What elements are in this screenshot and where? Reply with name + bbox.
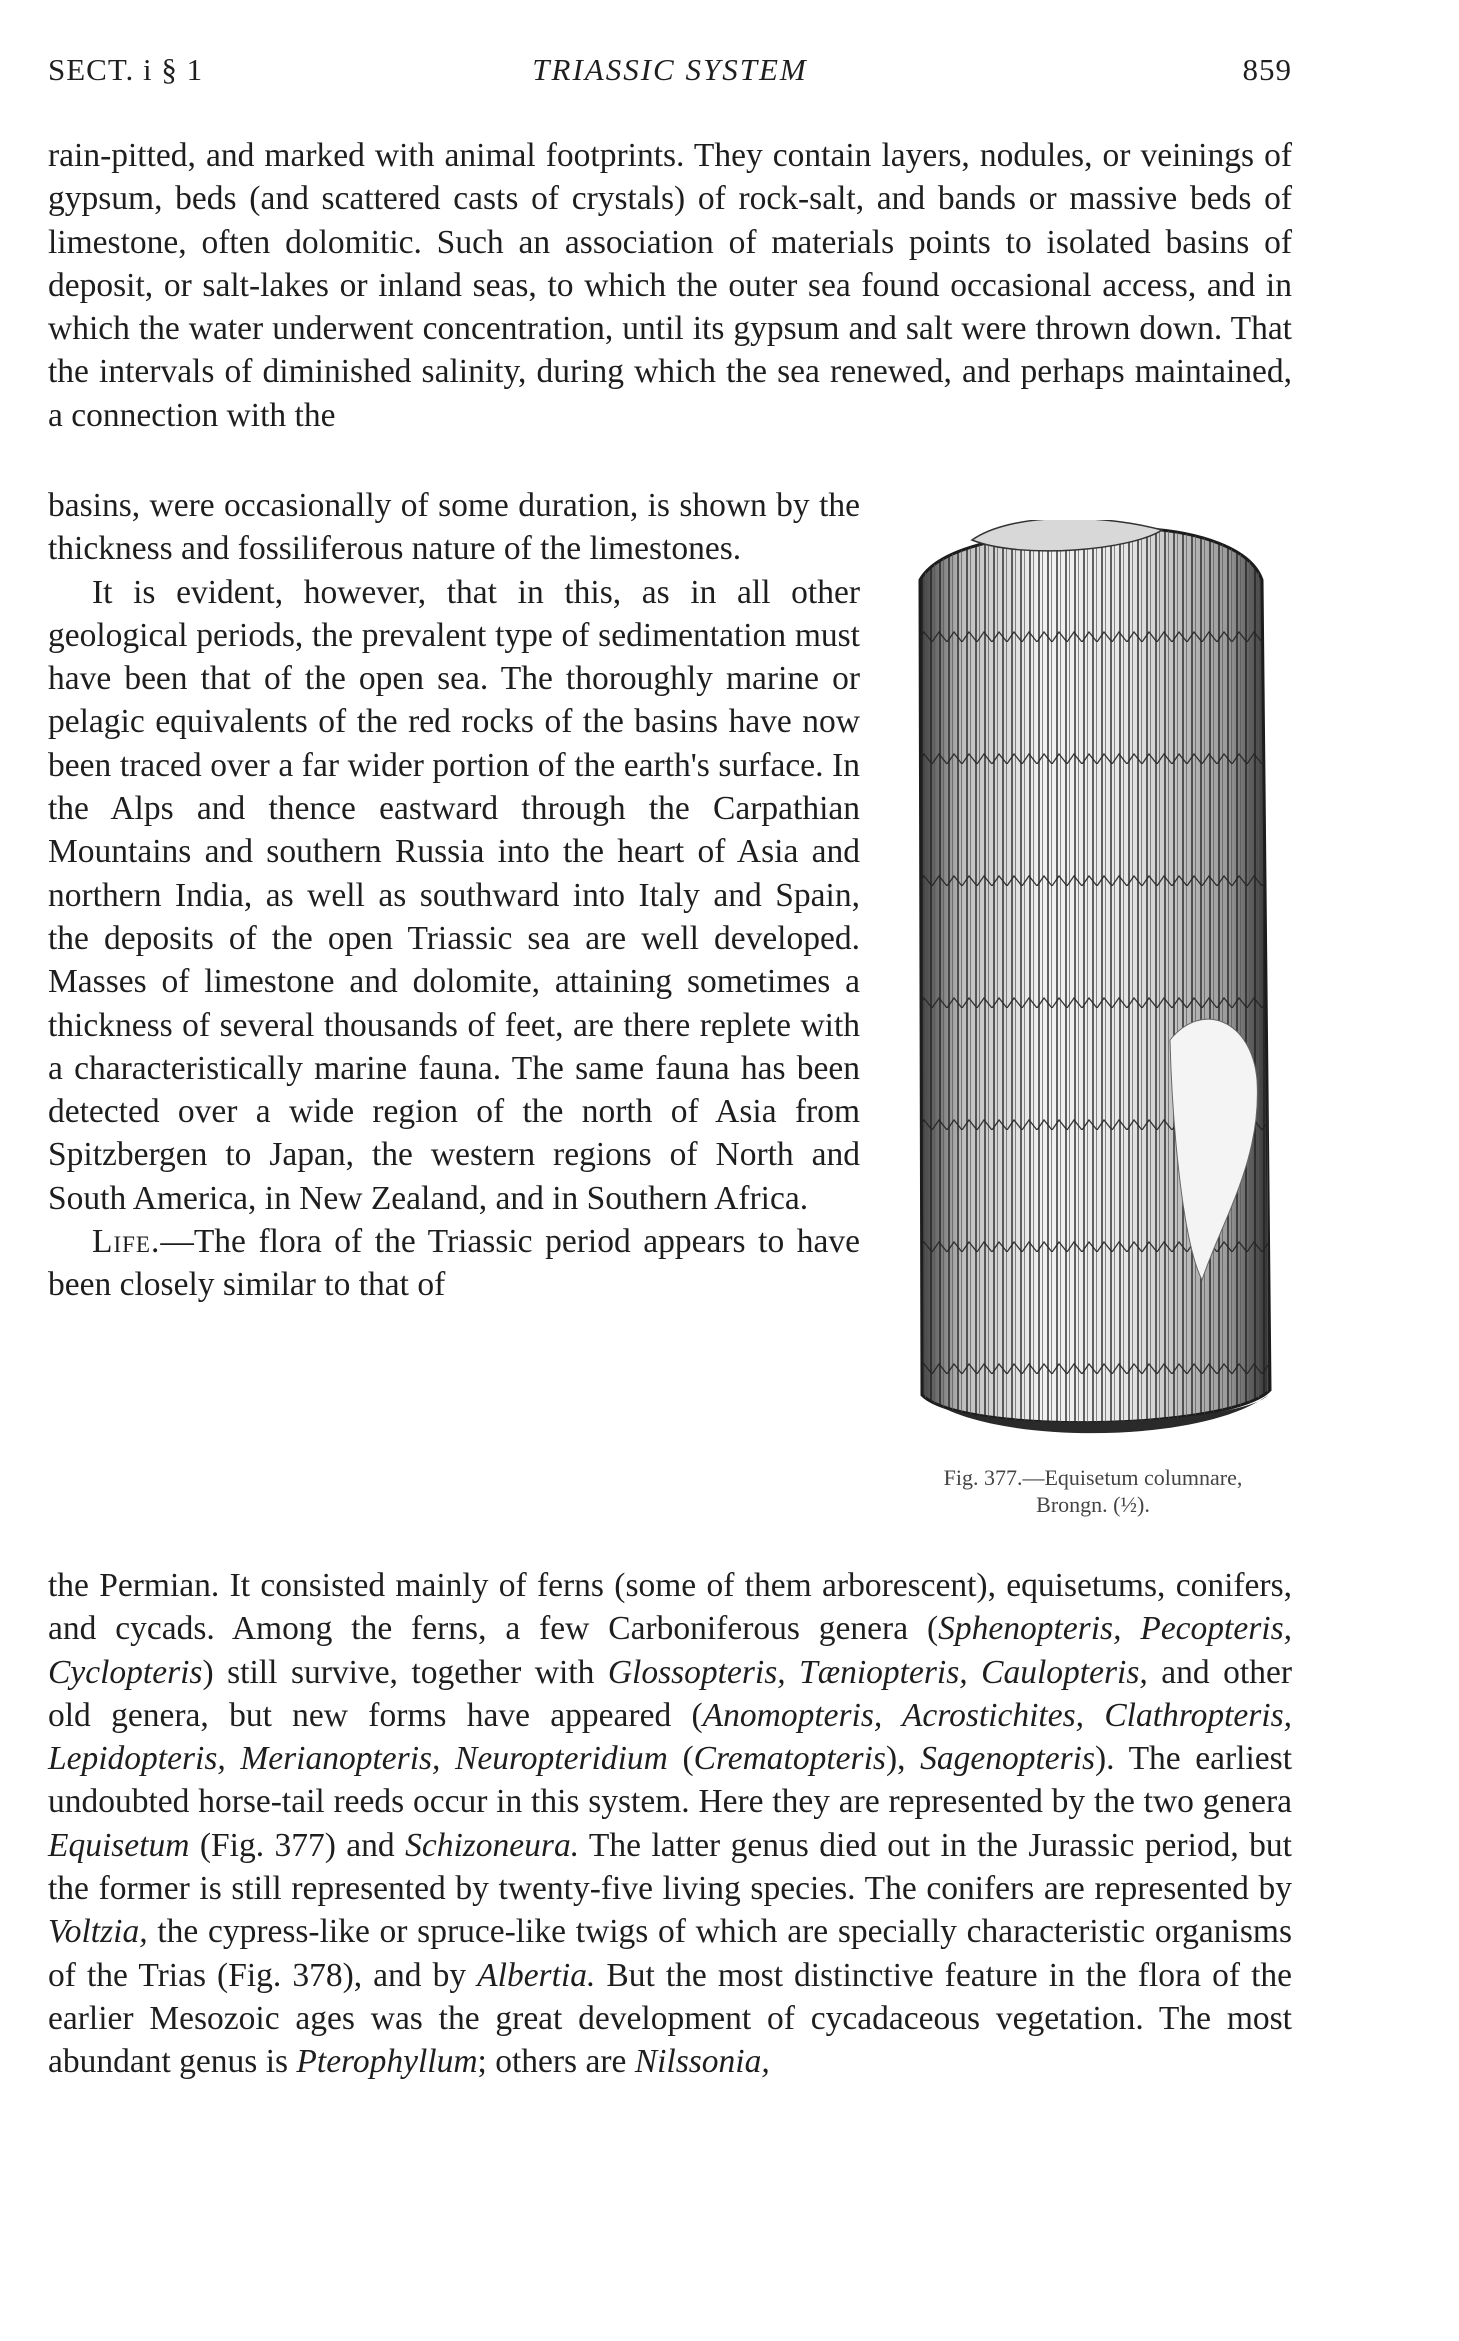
stem-drawing <box>920 520 1270 1433</box>
genus-names: Sagenopteris <box>920 1740 1096 1778</box>
chapter-title: TRIASSIC SYSTEM <box>532 52 808 87</box>
paragraph-intro-text: rain-pitted, and marked with animal footprints. They contain layers, nodules, or veinings of gypsum, beds (and scattered casts of crystals) of rock-salt, and bands or massive beds of limestone, often dolomitic. Such an association of materials points to isolated basins of deposit, or salt-lakes or inland seas, to which the outer sea found occasional access, and in which the water underwent concentration, until its gypsum and salt were thrown down. That the intervals of diminished salinity, during which the sea renewed, and perhaps maintained, a connection with the <box>48 137 1292 434</box>
text-run: the Permian. It consisted mainly of ferns (some of them arborescent), equisetums, conifers, and cycads. Among the ferns, a few Carboniferous genera ( <box>48 1567 1292 1648</box>
narrow-column <box>48 484 860 1307</box>
genus-names: Equisetum <box>48 1826 190 1864</box>
genus-names: Sphenopteris, Pecopteris, Cyclopteris <box>48 1610 1292 1691</box>
paragraph-intro <box>48 134 1292 437</box>
section-label: SECT. i § 1 <box>48 52 204 87</box>
page-number: 859 <box>1242 52 1292 87</box>
text-run: ) still survive, together with <box>202 1653 608 1691</box>
figure-caption-author: Brongn. (½). <box>1036 1492 1150 1517</box>
text-run: The latter genus died out in the Jurassic period, but the former is still represented by twenty-five living species. The conifers are represented by <box>48 1826 1292 1908</box>
text-run: the cypress-like or spruce-like twigs of which are specially characteristic organisms of the Trias (Fig. 378), and by <box>48 1913 1292 1994</box>
genus-names: Albertia. <box>477 1956 596 1994</box>
section-heading-life: Life. <box>92 1223 161 1261</box>
text-run: But the most distinctive feature in the flora of the earlier Mesozoic ages was the great development of cycadaceous vegetation. The most abundant genus is <box>48 1956 1293 2081</box>
text-run: and other old genera, but new forms have appeared ( <box>48 1653 1293 1734</box>
genus-names: Pterophyllum <box>296 2043 478 2081</box>
paragraph-life-start <box>48 1220 860 1307</box>
genus-names: Nilssonia, <box>634 2043 770 2081</box>
text-run: (Fig. 377) and <box>189 1826 406 1864</box>
equisetum-figure <box>902 520 1280 1460</box>
running-header <box>48 52 1292 92</box>
genus-names: Crematopteris <box>693 1740 886 1778</box>
genus-names: Voltzia, <box>48 1913 148 1951</box>
figure-caption <box>888 1464 1298 1518</box>
text-run: ). The earliest undoubted horse-tail reeds occur in this system. Here they are represented by the two genera <box>48 1740 1293 1821</box>
genus-names: Glossopteris, Tæniopteris, Caulopteris, <box>607 1653 1148 1691</box>
text-run: ), <box>885 1740 921 1778</box>
text-run: ( <box>667 1740 694 1778</box>
text-run: ; others are <box>477 2043 635 2081</box>
paragraph-life <box>48 1564 1292 2084</box>
life-text-start: —The flora of the Triassic period appears to have been closely similar to that of <box>48 1223 860 1304</box>
paragraph-marine: It is evident, however, that in this, as in all other geological periods, the prevalent type of sedimentation must have been that of the open sea. The thoroughly marine or pelagic equivalents of the red rocks of the basins have now been traced over a far wider portion of the earth's surface. In the Alps and thence eastward through the Carpathian Mountains and southern Russia into the heart of Asia and northern India, as well as southward into Italy and Spain, the deposits of the open Triassic sea are well developed. Masses of limestone and dolomite, attaining sometimes a thickness of several thousands of feet, are there replete with a characteristically marine fauna. The same fauna has been detected over a wide region of the north of Asia from Spitzbergen to Japan, the western regions of North and South America, in New Zealand, and in Southern Africa. <box>48 573 860 1217</box>
genus-names: Anomopteris, Acrostichites, Clathropteris, Lepidopteris, Merianopteris, Neuropteridium <box>48 1696 1292 1778</box>
genus-names: Schizoneura. <box>405 1826 580 1864</box>
figure-caption-title: Fig. 377.—Equisetum columnare, <box>943 1465 1243 1490</box>
paragraph-intro-continued: basins, were occasionally of some duration, is shown by the thickness and fossiliferous nature of the limestones. <box>48 487 860 568</box>
paragraph-life-text <box>48 1564 1292 2084</box>
